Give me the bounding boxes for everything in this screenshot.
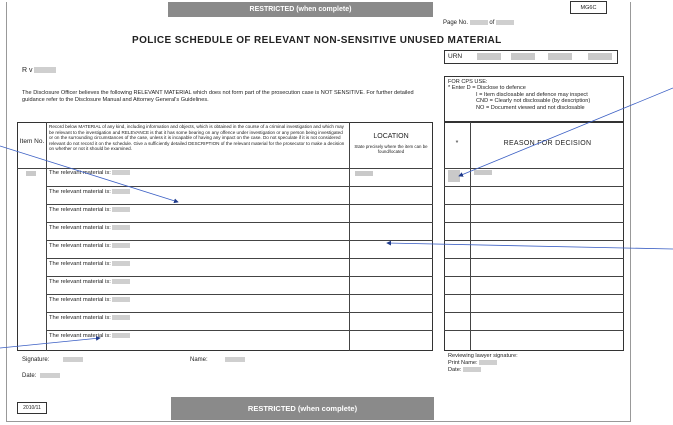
cps-line-2: I = Item disclosable and defence may inspect [476, 91, 588, 98]
description-header: Record below MATERIAL of any kind, including information and objects, which is obtained in the course of a criminal investigation and which may be relevant to the investigation and RELEVANCE is that it has some bearing on any offence under investigation or any person being investigated or on the surrounding circumstances of the case, unless it is incapable of having any impact on the case. Do not speculate if it is not considered relevant do not record it on the schedule. Give a sufficiently detailed DESCRIPTION of the relevant material for the prosecutor to make a decision on whether or not it should be examined. [49, 124, 345, 152]
date-label: Date: [22, 373, 37, 380]
table-row: The relevant material is: [49, 261, 130, 267]
location-subheader: State precisely where the item can be found/located [354, 144, 428, 154]
reviewing-label: Reviewing lawyer signature: [448, 353, 518, 359]
item-no-header: Item No. [19, 138, 45, 145]
page-title: POLICE SCHEDULE OF RELEVANT NON-SENSITIVE UNUSED MATERIAL [132, 35, 502, 46]
rv-label: R v [22, 67, 33, 74]
version-box: 2010/11 [17, 402, 47, 414]
cps-heading: FOR CPS USE: [448, 79, 488, 85]
decision-star-header: * [455, 140, 459, 147]
signature-label: Signature: [22, 357, 50, 364]
page-no-label: Page No. [443, 20, 469, 27]
arrow-to-location-column [387, 243, 673, 249]
name-label: Name: [190, 357, 208, 364]
cps-line-4: NO = Document viewed and not disclosable [476, 104, 585, 111]
cps-line-1: * Enter D = Disclose to defence [448, 85, 526, 92]
table-row: The relevant material is: [49, 225, 130, 231]
form-code: MG6C [570, 1, 607, 14]
table-row: The relevant material is: [49, 170, 130, 176]
bottom-restricted-banner: RESTRICTED (when complete) [171, 397, 434, 420]
reason-header: REASON FOR DECISION [503, 140, 592, 147]
page-of-label: of [489, 20, 495, 27]
table-row: The relevant material is: [49, 315, 130, 321]
top-restricted-banner: RESTRICTED (when complete) [168, 2, 433, 17]
table-row: The relevant material is: [49, 243, 130, 249]
arrow-to-decision-column [459, 88, 673, 176]
urn-label: URN [448, 53, 463, 60]
table-row: The relevant material is: [49, 333, 130, 339]
table-row: The relevant material is: [49, 189, 130, 195]
arrow-to-last-row [0, 338, 100, 348]
cps-line-3: CND = Clearly not disclosable (by description) [476, 98, 591, 105]
arrow-to-material-description [0, 146, 178, 202]
intro-text: The Disclosure Officer believes the following RELEVANT MATERIAL which does not form part of the prosecution case is NOT SENSITIVE. For further detailed guidance refer to the Disclosure Manual and Attorney General's Guidelines. [22, 90, 414, 103]
table-row: The relevant material is: [49, 207, 130, 213]
table-row: The relevant material is: [49, 297, 130, 303]
review-date-label: Date: [448, 367, 462, 373]
table-row: The relevant material is: [49, 279, 130, 285]
print-name-label: Print Name: [448, 360, 478, 366]
location-header: LOCATION [373, 133, 409, 140]
